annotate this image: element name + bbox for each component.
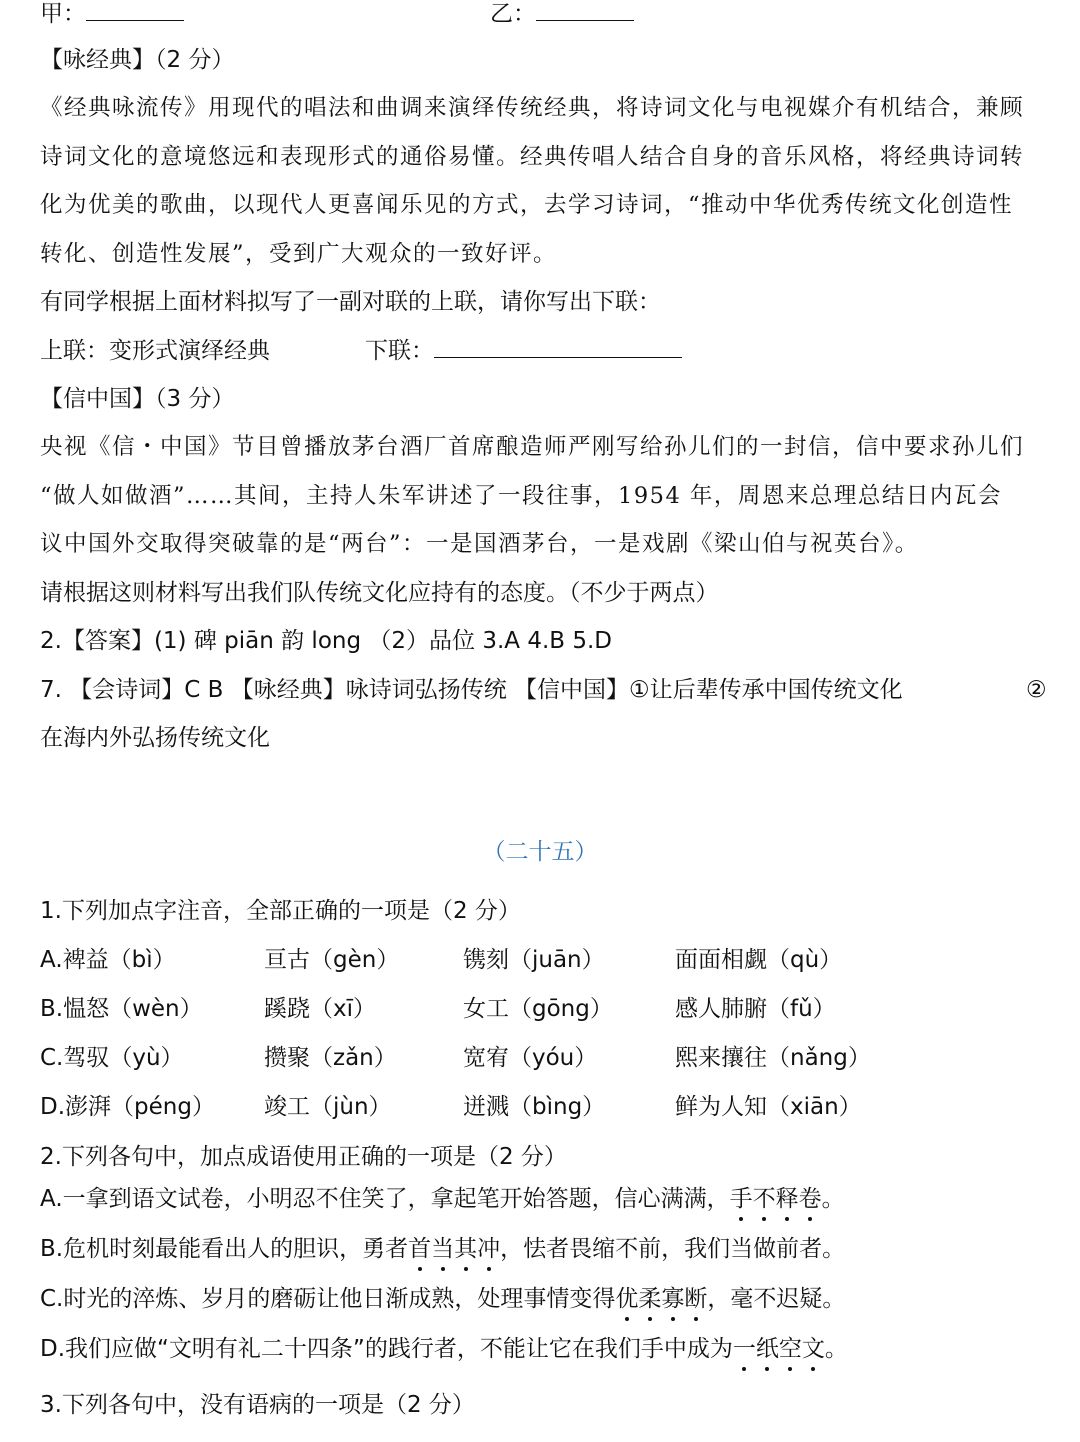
emphasis-char: 寡 xyxy=(661,1283,684,1315)
emphasis-char: 文 xyxy=(802,1333,825,1365)
passage-line: “做人如做酒”……其间，主持人朱军讲述了一段往事，1954 年，周恩来总理总结日内瓦会 xyxy=(40,483,1002,509)
attitude-prompt: 请根据这则材料写出我们队传统文化应持有的态度。（不少于两点） xyxy=(40,580,719,606)
option-text: 。 xyxy=(824,1336,848,1362)
dotted-idiom xyxy=(733,1336,825,1362)
passage-line: 议中国外交取得突破靠的是“两台”：一是国酒茅台，一是戏剧《梁山伯与祝英台》。 xyxy=(40,531,919,557)
emphasis-char: 空 xyxy=(779,1333,802,1365)
section-heading-xin: 【信中国】（3 分） xyxy=(40,386,235,412)
couplet-prompt: 有同学根据上面材料拟写了一副对联的上联，请你写出下联： xyxy=(40,289,661,315)
dotted-idiom xyxy=(408,1236,500,1262)
option-text: ，怯者畏缩不前，我们当做前者。 xyxy=(500,1236,846,1262)
option-text: ，毫不迟疑。 xyxy=(707,1286,846,1312)
option-d-item: 鲜为人知（xiān） xyxy=(675,1094,862,1120)
passage-line: 诗词文化的意境悠远和表现形式的通俗易懂。经典传唱人结合自身的音乐风格，将经典诗词转 xyxy=(40,144,1025,170)
option-c-item: 宽宥（yóu） xyxy=(463,1045,598,1071)
option-d-item: 迸溅（bìng） xyxy=(463,1094,606,1120)
option-a-item: 镌刻（juān） xyxy=(463,947,605,973)
option-b-item: 蹊跷（xī） xyxy=(264,996,377,1022)
answer-line: 7. 【会诗词】C B 【咏经典】咏诗词弘扬传统 【信中国】①让后辈传承中国传统文化 xyxy=(40,677,903,703)
answer-blank[interactable] xyxy=(86,20,184,21)
emphasis-char: 优 xyxy=(615,1283,638,1315)
emphasis-char: 释 xyxy=(776,1183,799,1215)
passage-line: 央视《信・中国》节目曾播放茅台酒厂首席酿造师严刚写给孙儿们的一封信，信中要求孙儿们 xyxy=(40,434,1025,460)
emphasis-char: 纸 xyxy=(756,1333,779,1365)
option-b xyxy=(40,1233,845,1265)
question-stem: 3.下列各句中，没有语病的一项是（2 分） xyxy=(40,1392,475,1418)
couplet-upper: 上联：变形式演绎经典 xyxy=(40,338,270,364)
emphasis-char: 手 xyxy=(730,1183,753,1215)
option-text: A.一拿到语文试卷，小明忍不住笑了，拿起笔开始答题，信心满满， xyxy=(40,1186,730,1212)
blank-yi-label: 乙： xyxy=(490,1,536,27)
emphasis-char: 当 xyxy=(431,1233,454,1265)
blank-jia-label: 甲： xyxy=(40,1,86,27)
option-text: B.危机时刻最能看出人的胆识，勇者 xyxy=(40,1236,409,1262)
emphasis-char: 卷 xyxy=(799,1183,822,1215)
answer-marker: ② xyxy=(1026,677,1047,703)
option-d-item: 竣工（jùn） xyxy=(264,1094,392,1120)
section-title: （二十五） xyxy=(482,839,598,865)
option-c-item: C.驾驭（yù） xyxy=(40,1045,184,1071)
blank-jia xyxy=(40,0,184,30)
option-c-item: 熙来攘往（nǎng） xyxy=(675,1045,871,1071)
option-d xyxy=(40,1333,848,1365)
emphasis-char: 其 xyxy=(454,1233,477,1265)
section-heading-yong: 【咏经典】（2 分） xyxy=(40,47,235,73)
option-b-item: B.愠怒（wèn） xyxy=(40,996,203,1022)
answer-line: 在海内外弘扬传统文化 xyxy=(40,725,270,751)
emphasis-char: 不 xyxy=(753,1183,776,1215)
option-a xyxy=(40,1183,845,1215)
option-b-item: 感人肺腑（fǔ） xyxy=(675,996,836,1022)
dotted-idiom xyxy=(730,1186,822,1212)
question-stem: 1.下列加点字注音，全部正确的一项是（2 分） xyxy=(40,898,521,924)
option-a-item: 面面相觑（qù） xyxy=(675,947,843,973)
emphasis-char: 冲 xyxy=(477,1233,500,1265)
emphasis-char: 柔 xyxy=(638,1283,661,1315)
emphasis-char: 首 xyxy=(408,1233,431,1265)
option-a-item: 亘古（gèn） xyxy=(264,947,400,973)
option-b-item: 女工（gōng） xyxy=(463,996,613,1022)
passage-line: 《经典咏流传》用现代的唱法和曲调来演绎传统经典，将诗词文化与电视媒介有机结合，兼顾 xyxy=(40,95,1025,121)
option-text: C.时光的淬炼、岁月的磨砺让他日渐成熟，处理事情变得 xyxy=(40,1286,616,1312)
passage-line: 转化、创造性发展”，受到广大观众的一致好评。 xyxy=(40,241,558,267)
option-c-item: 攒聚（zǎn） xyxy=(264,1045,397,1071)
option-c xyxy=(40,1283,845,1315)
answer-blank[interactable] xyxy=(536,20,634,21)
passage-line: 化为优美的歌曲，以现代人更喜闻乐见的方式，去学习诗词，“推动中华优秀传统文化创造性 xyxy=(40,192,1014,218)
emphasis-char: 断 xyxy=(684,1283,707,1315)
dotted-idiom xyxy=(615,1286,707,1312)
emphasis-char: 一 xyxy=(733,1333,756,1365)
option-d-item: D.澎湃（péng） xyxy=(40,1094,215,1120)
couplet-lower xyxy=(365,335,682,367)
question-stem: 2.下列各句中，加点成语使用正确的一项是（2 分） xyxy=(40,1144,567,1170)
couplet-lower-label: 下联： xyxy=(365,338,434,364)
blank-yi xyxy=(490,0,634,30)
answer-line: 2.【答案】(1) 碑 piān 韵 long （2）品位 3.A 4.B 5.D xyxy=(40,628,613,654)
option-text: 。 xyxy=(821,1186,845,1212)
option-text: D.我们应做“文明有礼二十四条”的践行者，不能让它在我们手中成为 xyxy=(40,1336,733,1362)
option-a-item: A.裨益（bì） xyxy=(40,947,176,973)
answer-blank[interactable] xyxy=(434,357,682,358)
